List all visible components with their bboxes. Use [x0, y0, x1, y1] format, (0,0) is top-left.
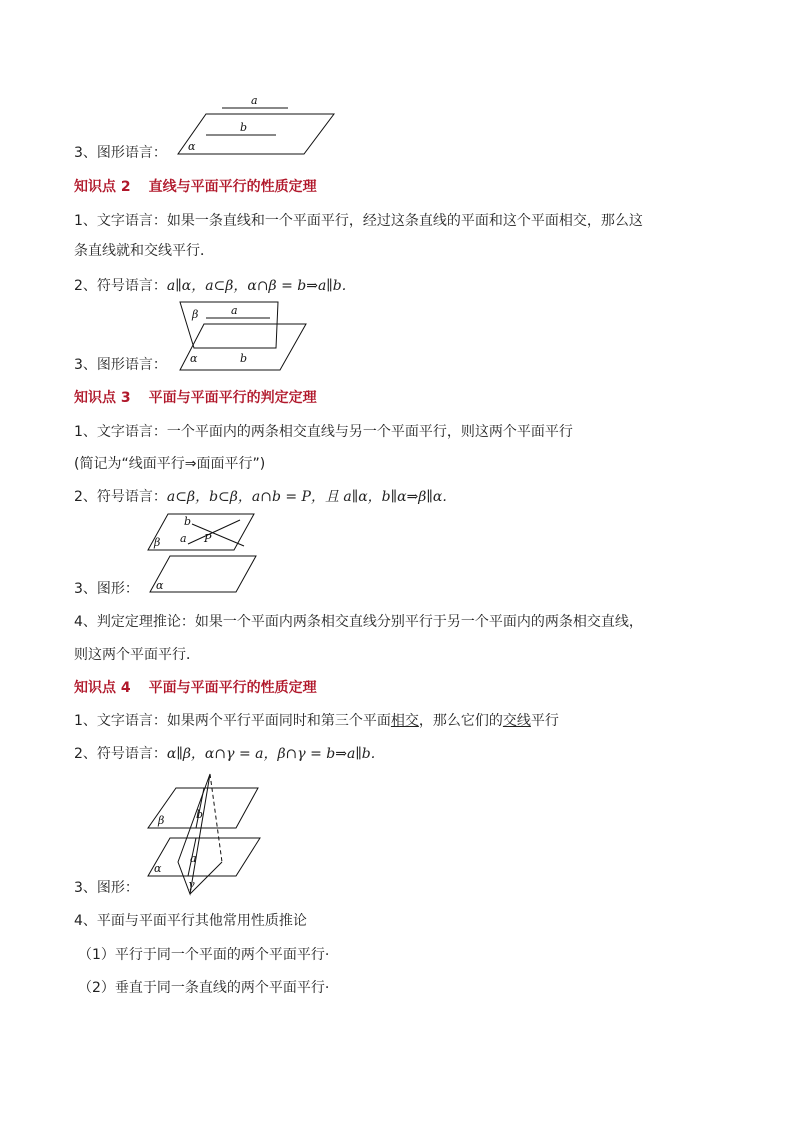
line-b	[192, 524, 244, 546]
plane-beta-label: β	[192, 308, 199, 321]
plane-alpha-label: α	[188, 140, 196, 153]
s3-paragraph-1: 1、文字语言：一个平面内的两条相交直线与另一个平面平行，则这两个平面平行	[74, 424, 573, 440]
s3-heading-num: 知识点 3	[74, 390, 131, 406]
plane-alpha	[148, 838, 260, 876]
s4-heading-num: 知识点 4	[74, 680, 131, 696]
s3-paragraph-1-note: (简记为“线面平行⇒面面平行”)	[74, 456, 266, 472]
line-a-label: a	[180, 532, 187, 545]
s4-p1-underlined-1: 相交	[390, 713, 419, 729]
line-a	[188, 520, 240, 544]
s2-fig-label: 3、图形语言：	[74, 357, 167, 373]
s4-p1-underlined-2: 交线	[502, 713, 531, 729]
s2-heading	[74, 177, 317, 197]
s2-symbol-math: a∥α，a⊂β，α∩β = b⇒a∥b.	[166, 278, 347, 294]
s4-symbol-label: 2、符号语言：	[74, 746, 167, 762]
s2-heading-title: 直线与平面平行的性质定理	[148, 179, 317, 195]
s3-symbol-math: a⊂β，b⊂β，a∩b = P，且 a∥α，b∥α⇒β∥α.	[166, 489, 447, 505]
s4-heading	[74, 678, 317, 698]
line-a-label: a	[190, 852, 197, 865]
plane-alpha	[178, 114, 334, 154]
s1-fig-label: 3、图形语言：	[74, 145, 167, 161]
line-a-label: a	[231, 304, 238, 317]
s4-list-item-2: （2）垂直于同一条直线的两个平面平行·	[78, 980, 330, 996]
line-a-label: a	[251, 94, 258, 107]
figure-plane-plane-parallel-test	[144, 512, 264, 597]
s4-list-item-1: （1）平行于同一个平面的两个平面平行·	[78, 947, 330, 963]
plane-beta-label: β	[154, 536, 161, 549]
figure-line-plane-intersection	[176, 300, 316, 375]
line-b-label: b	[184, 515, 192, 528]
line-b-label: b	[240, 352, 248, 365]
point-p-label: P	[204, 532, 212, 545]
figure-parallel-planes-cut	[144, 770, 264, 900]
s2-heading-num: 知识点 2	[74, 179, 131, 195]
s4-p1-pre: 1、文字语言：如果两个平行平面同时和第三个平面	[74, 713, 391, 729]
plane-beta-label: β	[158, 814, 165, 827]
figure-line-parallel-plane	[176, 92, 336, 162]
s3-paragraph-4a: 4、判定定理推论：如果一个平面内两条相交直线分别平行于另一个平面内的两条相交直线，	[74, 614, 643, 630]
s3-symbol-label: 2、符号语言：	[74, 489, 167, 505]
s3-symbol-line	[74, 487, 447, 507]
s2-paragraph-1a: 1、文字语言：如果一条直线和一个平面平行，经过这条直线的平面和这个平面相交，那么这	[74, 213, 643, 229]
line-b-label: b	[196, 808, 204, 821]
s4-p1-post: 平行	[530, 713, 559, 729]
s2-symbol-line	[74, 276, 346, 296]
plane-gamma-label: γ	[188, 878, 195, 891]
line-b-label: b	[240, 121, 248, 134]
s3-paragraph-4b: 则这两个平面平行．	[74, 647, 200, 663]
plane-alpha	[150, 556, 256, 592]
s4-symbol-math: α∥β，α∩γ = a，β∩γ = b⇒a∥b.	[166, 746, 376, 762]
plane-beta	[148, 514, 254, 550]
s3-heading-title: 平面与平面平行的判定定理	[148, 390, 317, 406]
s4-fig-label: 3、图形：	[74, 880, 139, 896]
s3-fig-label: 3、图形：	[74, 581, 139, 597]
s4-heading-title: 平面与平面平行的性质定理	[148, 680, 317, 696]
s2-symbol-label: 2、符号语言：	[74, 278, 167, 294]
s4-symbol-line	[74, 744, 375, 764]
plane-alpha-label: α	[190, 352, 198, 365]
s4-p1-mid: ，那么它们的	[418, 713, 503, 729]
s2-paragraph-1b: 条直线就和交线平行．	[74, 243, 214, 259]
s3-heading	[74, 388, 317, 408]
plane-gamma-hidden	[210, 774, 222, 862]
s4-paragraph-4: 4、平面与平面平行其他常用性质推论	[74, 913, 307, 929]
plane-alpha-label: α	[156, 579, 164, 592]
s4-paragraph-1	[74, 711, 559, 731]
plane-alpha-label: α	[154, 862, 162, 875]
